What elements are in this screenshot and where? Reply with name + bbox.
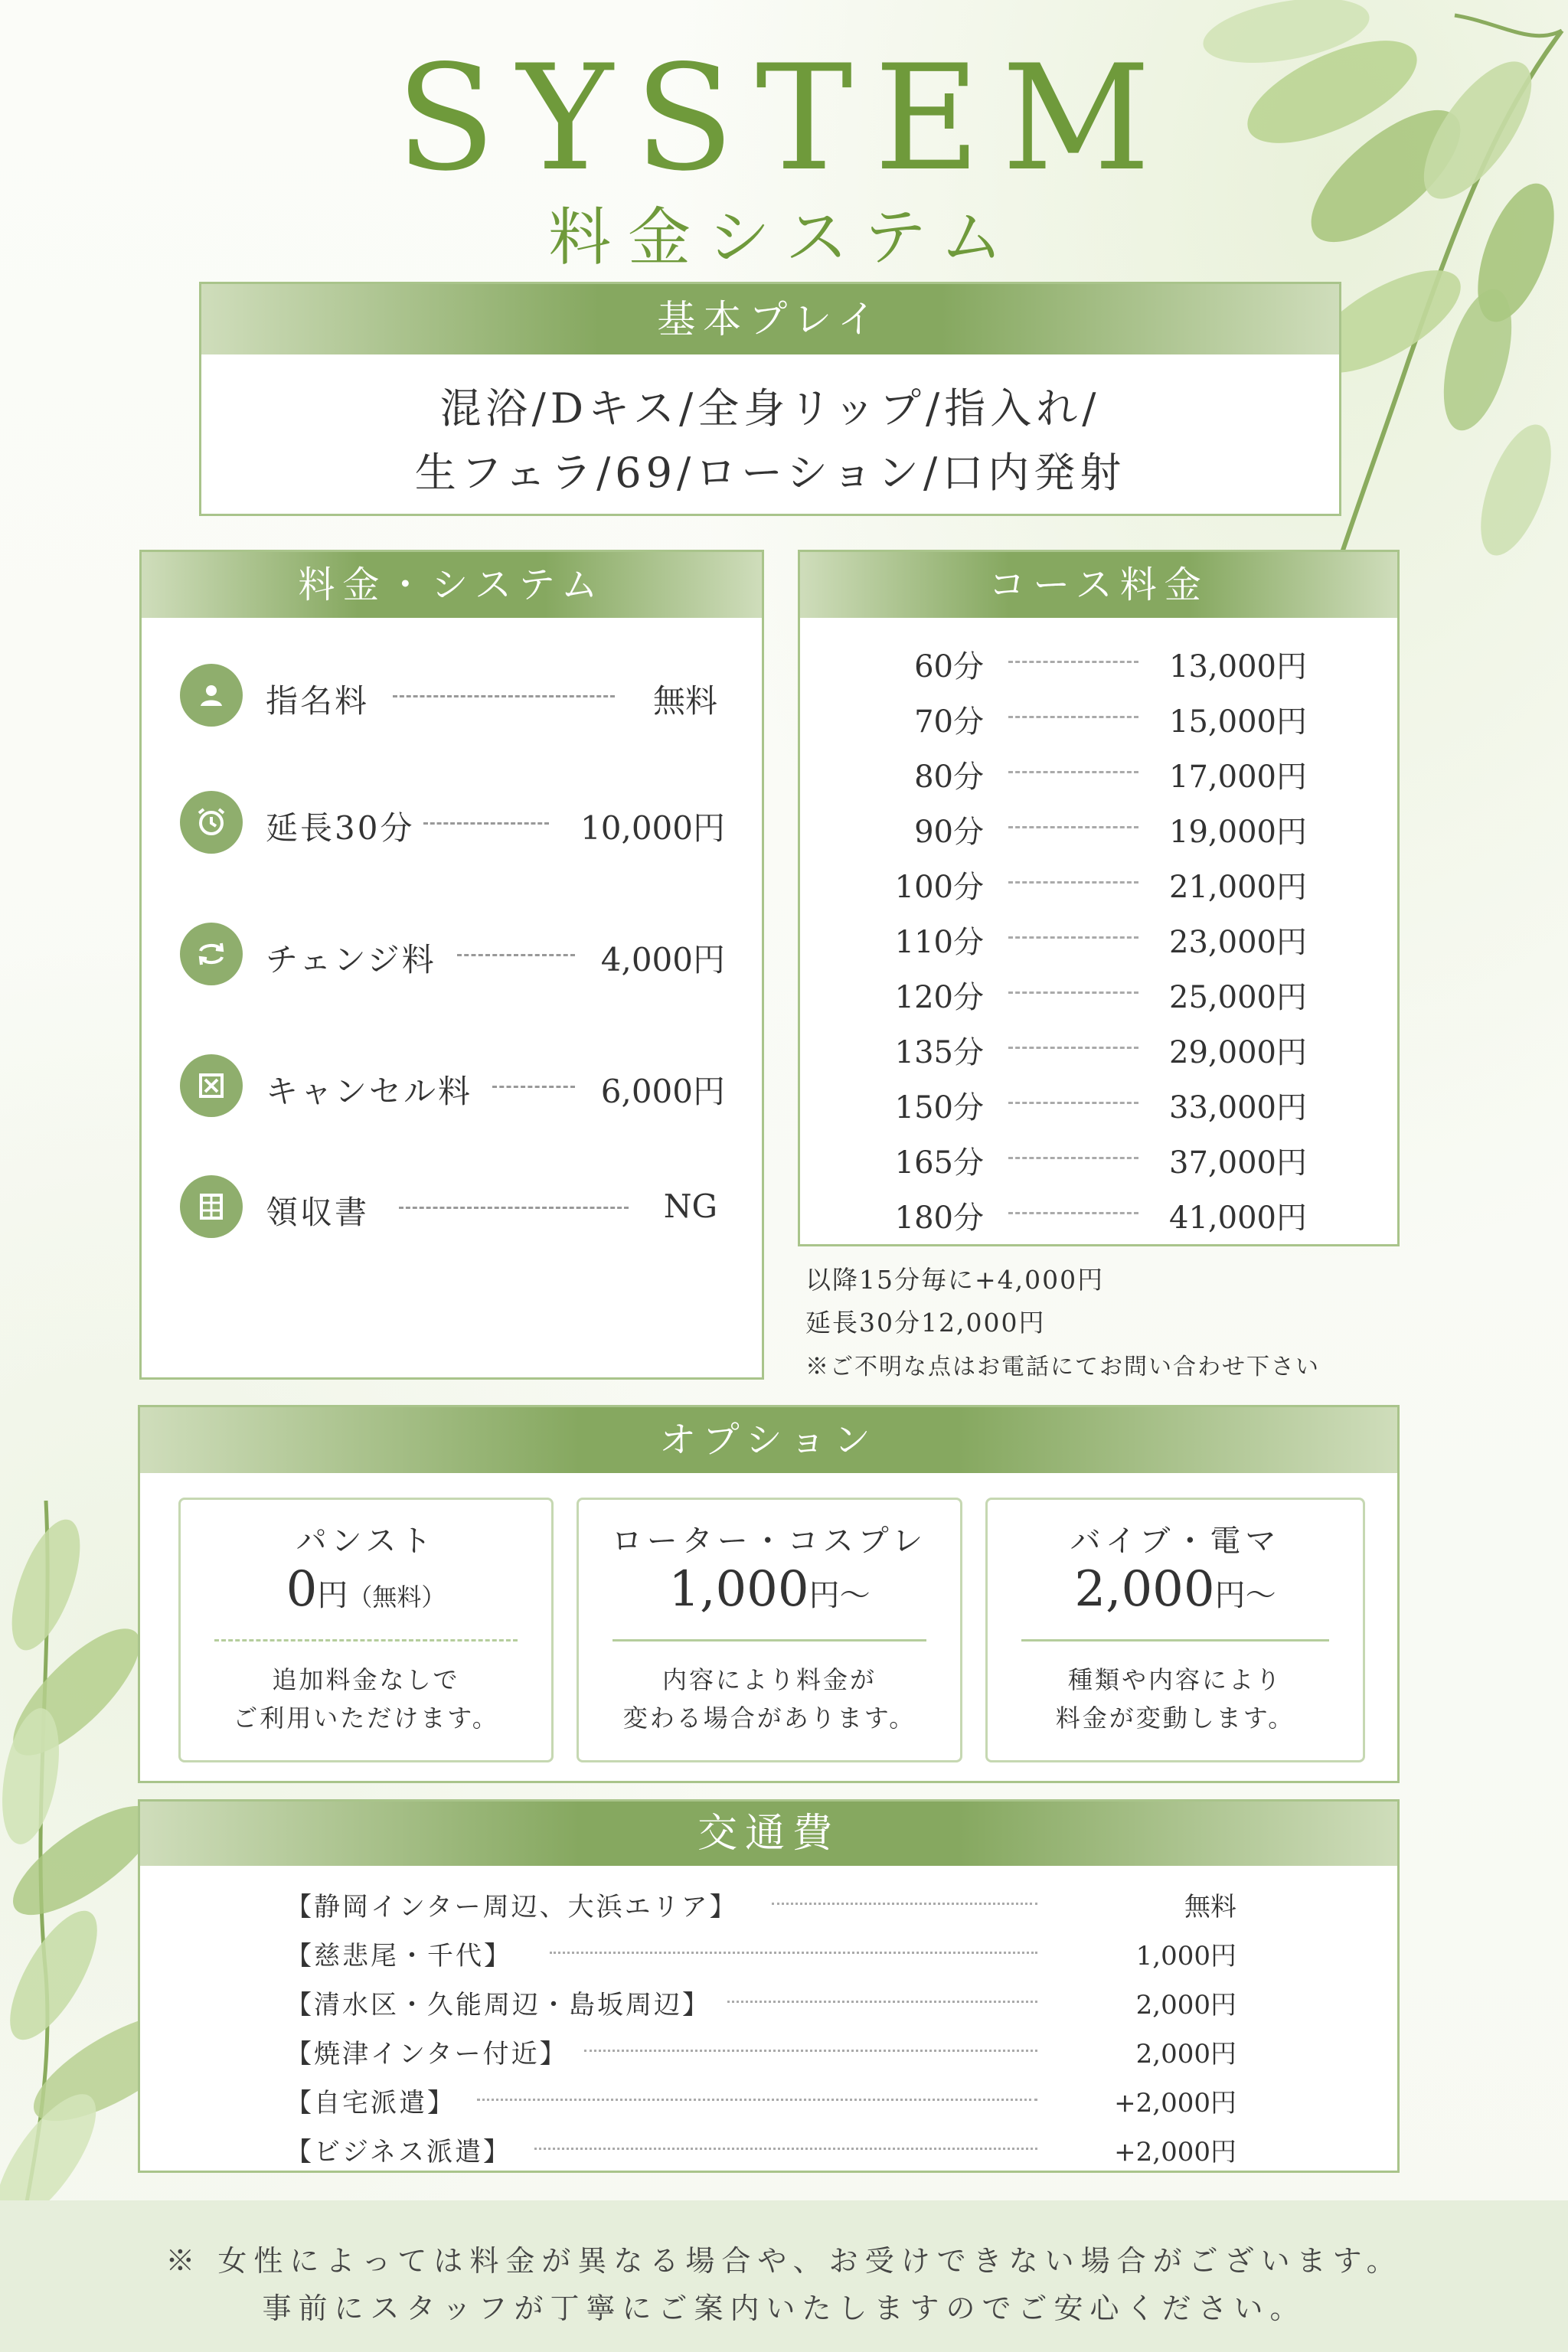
transport-row	[140, 1929, 1397, 1975]
course-price: 13,000円	[1169, 649, 1307, 684]
basic-play-line: 生フェラ/69/ローション/口内発射	[414, 449, 1126, 497]
transport-price: +2,000円	[1114, 2137, 1236, 2167]
leader-dots	[584, 2050, 1037, 2052]
course-price: 15,000円	[1169, 704, 1307, 740]
course-price: 25,000円	[1169, 980, 1307, 1015]
option-name: ローター・コスプレ	[611, 1524, 928, 1559]
footer-notice	[0, 2200, 1568, 2352]
leader-dots	[492, 1086, 575, 1088]
transport-row	[140, 1978, 1397, 2024]
course-minutes: 180分	[894, 1200, 984, 1236]
leader-dots	[1008, 936, 1138, 939]
course-minutes: 135分	[894, 1035, 984, 1070]
option-desc: 種類や内容により	[1067, 1665, 1282, 1694]
transport-price: 1,000円	[1135, 1941, 1236, 1971]
transport-area: 【ビジネス派遣】	[286, 2137, 511, 2167]
transport-row	[140, 1880, 1397, 1926]
course-price-heading: コース料金	[800, 552, 1397, 618]
course-row	[800, 910, 1397, 965]
leader-dots	[1008, 881, 1138, 884]
transport-area: 【静岡インター周辺、大浜エリア】	[286, 1892, 738, 1922]
leader-dots	[457, 954, 575, 956]
basic-play-heading: 基本プレイ	[201, 284, 1339, 354]
course-price: 33,000円	[1169, 1090, 1307, 1125]
divider	[214, 1639, 518, 1642]
course-row	[800, 690, 1397, 745]
transport-area: 【清水区・久能周辺・島坂周辺】	[286, 1990, 710, 2020]
transport-price: +2,000円	[1114, 2088, 1236, 2118]
transport-row	[140, 2076, 1397, 2122]
fee-row-cancel	[180, 1054, 725, 1120]
transport-area: 【焼津インター付近】	[286, 2039, 568, 2069]
page-title: SYSTEM	[396, 34, 1172, 203]
leader-dots	[1008, 826, 1138, 828]
option-name: パンスト	[296, 1524, 436, 1559]
course-minutes: 110分	[894, 925, 984, 960]
fee-row-receipt	[180, 1175, 725, 1241]
basic-play-panel	[199, 282, 1341, 516]
course-note: ※ご不明な点はお電話にてお問い合わせ下さい	[805, 1354, 1320, 1380]
divider	[612, 1639, 926, 1642]
leader-dots	[727, 2001, 1037, 2003]
leader-dots	[477, 2099, 1037, 2101]
transport-price: 2,000円	[1135, 1990, 1236, 2020]
course-row	[800, 1076, 1397, 1131]
option-heading: オプション	[140, 1407, 1397, 1473]
fee-label: 領収書	[266, 1194, 370, 1231]
option-desc: 内容により料金が	[662, 1665, 877, 1694]
transport-fee-panel	[138, 1799, 1400, 2173]
course-price: 21,000円	[1169, 870, 1307, 905]
fee-value: 10,000円	[580, 809, 725, 847]
fee-system-heading: 料金・システム	[142, 552, 762, 618]
option-price-value: 2,000	[1074, 1561, 1215, 1618]
option-price	[181, 1561, 551, 1618]
course-row	[800, 800, 1397, 855]
option-price	[988, 1561, 1363, 1618]
transport-area: 【慈悲尾・千代】	[286, 1941, 512, 1971]
course-row	[800, 745, 1397, 800]
option-desc: 追加料金なしで	[272, 1665, 460, 1694]
fee-system-panel	[139, 550, 764, 1380]
fee-label: チェンジ料	[266, 941, 436, 978]
alarm-clock-icon	[180, 791, 243, 854]
fee-value: NG	[663, 1187, 717, 1225]
option-price-unit: 円〜	[808, 1578, 871, 1613]
option-panel	[138, 1405, 1400, 1783]
option-desc: 変わる場合があります。	[622, 1704, 916, 1733]
page-subtitle: 料金システム	[548, 201, 1020, 274]
transport-row	[140, 2125, 1397, 2171]
transport-price: 無料	[1184, 1892, 1236, 1922]
leader-dots	[1008, 716, 1138, 718]
leader-dots	[1008, 1212, 1138, 1214]
leader-dots	[1008, 1102, 1138, 1104]
course-price: 17,000円	[1169, 760, 1307, 795]
course-minutes: 60分	[914, 649, 984, 684]
receipt-icon	[180, 1175, 243, 1238]
leader-dots	[550, 1952, 1037, 1954]
course-price: 23,000円	[1169, 925, 1307, 960]
transport-price: 2,000円	[1135, 2039, 1236, 2069]
option-price-unit: 円〜	[1214, 1578, 1276, 1613]
leader-dots	[1008, 1157, 1138, 1159]
course-minutes: 80分	[914, 760, 984, 795]
course-note: 以降15分毎に+4,000円	[805, 1265, 1105, 1295]
fee-row-extension	[180, 791, 725, 857]
leader-dots	[1008, 661, 1138, 663]
course-minutes: 100分	[894, 870, 984, 905]
option-price-value: 0	[286, 1561, 318, 1618]
course-minutes: 70分	[914, 704, 984, 740]
basic-play-line: 混浴/Dキス/全身リップ/指入れ/	[439, 384, 1101, 433]
course-price-panel	[798, 550, 1400, 1246]
option-desc: ご利用いただけます。	[233, 1704, 499, 1733]
leader-dots	[1008, 771, 1138, 773]
course-price: 29,000円	[1169, 1035, 1307, 1070]
fee-label: 指名料	[266, 682, 370, 720]
leader-dots	[534, 2148, 1037, 2150]
leader-dots	[1008, 991, 1138, 994]
course-price: 41,000円	[1169, 1200, 1307, 1236]
leader-dots	[423, 822, 549, 825]
fee-row-nomination	[180, 664, 725, 730]
swap-arrows-icon	[180, 923, 243, 985]
leader-dots	[772, 1903, 1037, 1905]
person-pin-icon	[180, 664, 243, 727]
option-price	[579, 1561, 960, 1618]
fee-label: 延長30分	[266, 809, 415, 847]
leader-dots	[393, 695, 615, 697]
footer-line: 事前にスタッフが丁寧にご案内いたしますのでご安心ください。	[262, 2292, 1306, 2325]
divider	[1021, 1639, 1329, 1642]
course-row	[800, 965, 1397, 1021]
course-minutes: 120分	[894, 980, 984, 1015]
leader-dots	[399, 1207, 629, 1209]
course-note: 延長30分12,000円	[805, 1308, 1046, 1338]
option-desc: 料金が変動します。	[1055, 1704, 1295, 1733]
course-price: 37,000円	[1169, 1145, 1307, 1181]
course-row	[800, 855, 1397, 910]
fee-value: 6,000円	[600, 1073, 725, 1110]
option-price-suffix: （無料）	[348, 1583, 446, 1612]
leader-dots	[1008, 1047, 1138, 1049]
option-price-value: 1,000	[668, 1561, 809, 1618]
course-row	[800, 1021, 1397, 1076]
cancel-box-icon	[180, 1054, 243, 1117]
fee-row-change	[180, 923, 725, 988]
transport-area: 【自宅派遣】	[286, 2088, 456, 2118]
footer-line: ※ 女性によっては料金が異なる場合や、お受けできない場合がございます。	[165, 2244, 1403, 2278]
course-minutes: 165分	[894, 1145, 984, 1181]
transport-heading: 交通費	[140, 1802, 1397, 1866]
fee-value: 無料	[652, 682, 717, 720]
option-card-vibe	[985, 1498, 1365, 1762]
fee-value: 4,000円	[600, 941, 725, 978]
option-card-pantyhose	[178, 1498, 554, 1762]
course-row	[800, 1186, 1397, 1241]
fee-label: キャンセル料	[266, 1073, 473, 1110]
option-name: バイブ・電マ	[1070, 1524, 1281, 1559]
transport-row	[140, 2027, 1397, 2073]
course-minutes: 150分	[894, 1090, 984, 1125]
course-row	[800, 1131, 1397, 1186]
course-minutes: 90分	[914, 815, 984, 850]
course-row	[800, 635, 1397, 690]
course-price: 19,000円	[1169, 815, 1307, 850]
option-price-unit: 円	[317, 1578, 348, 1613]
option-card-rotor-cosplay	[577, 1498, 962, 1762]
